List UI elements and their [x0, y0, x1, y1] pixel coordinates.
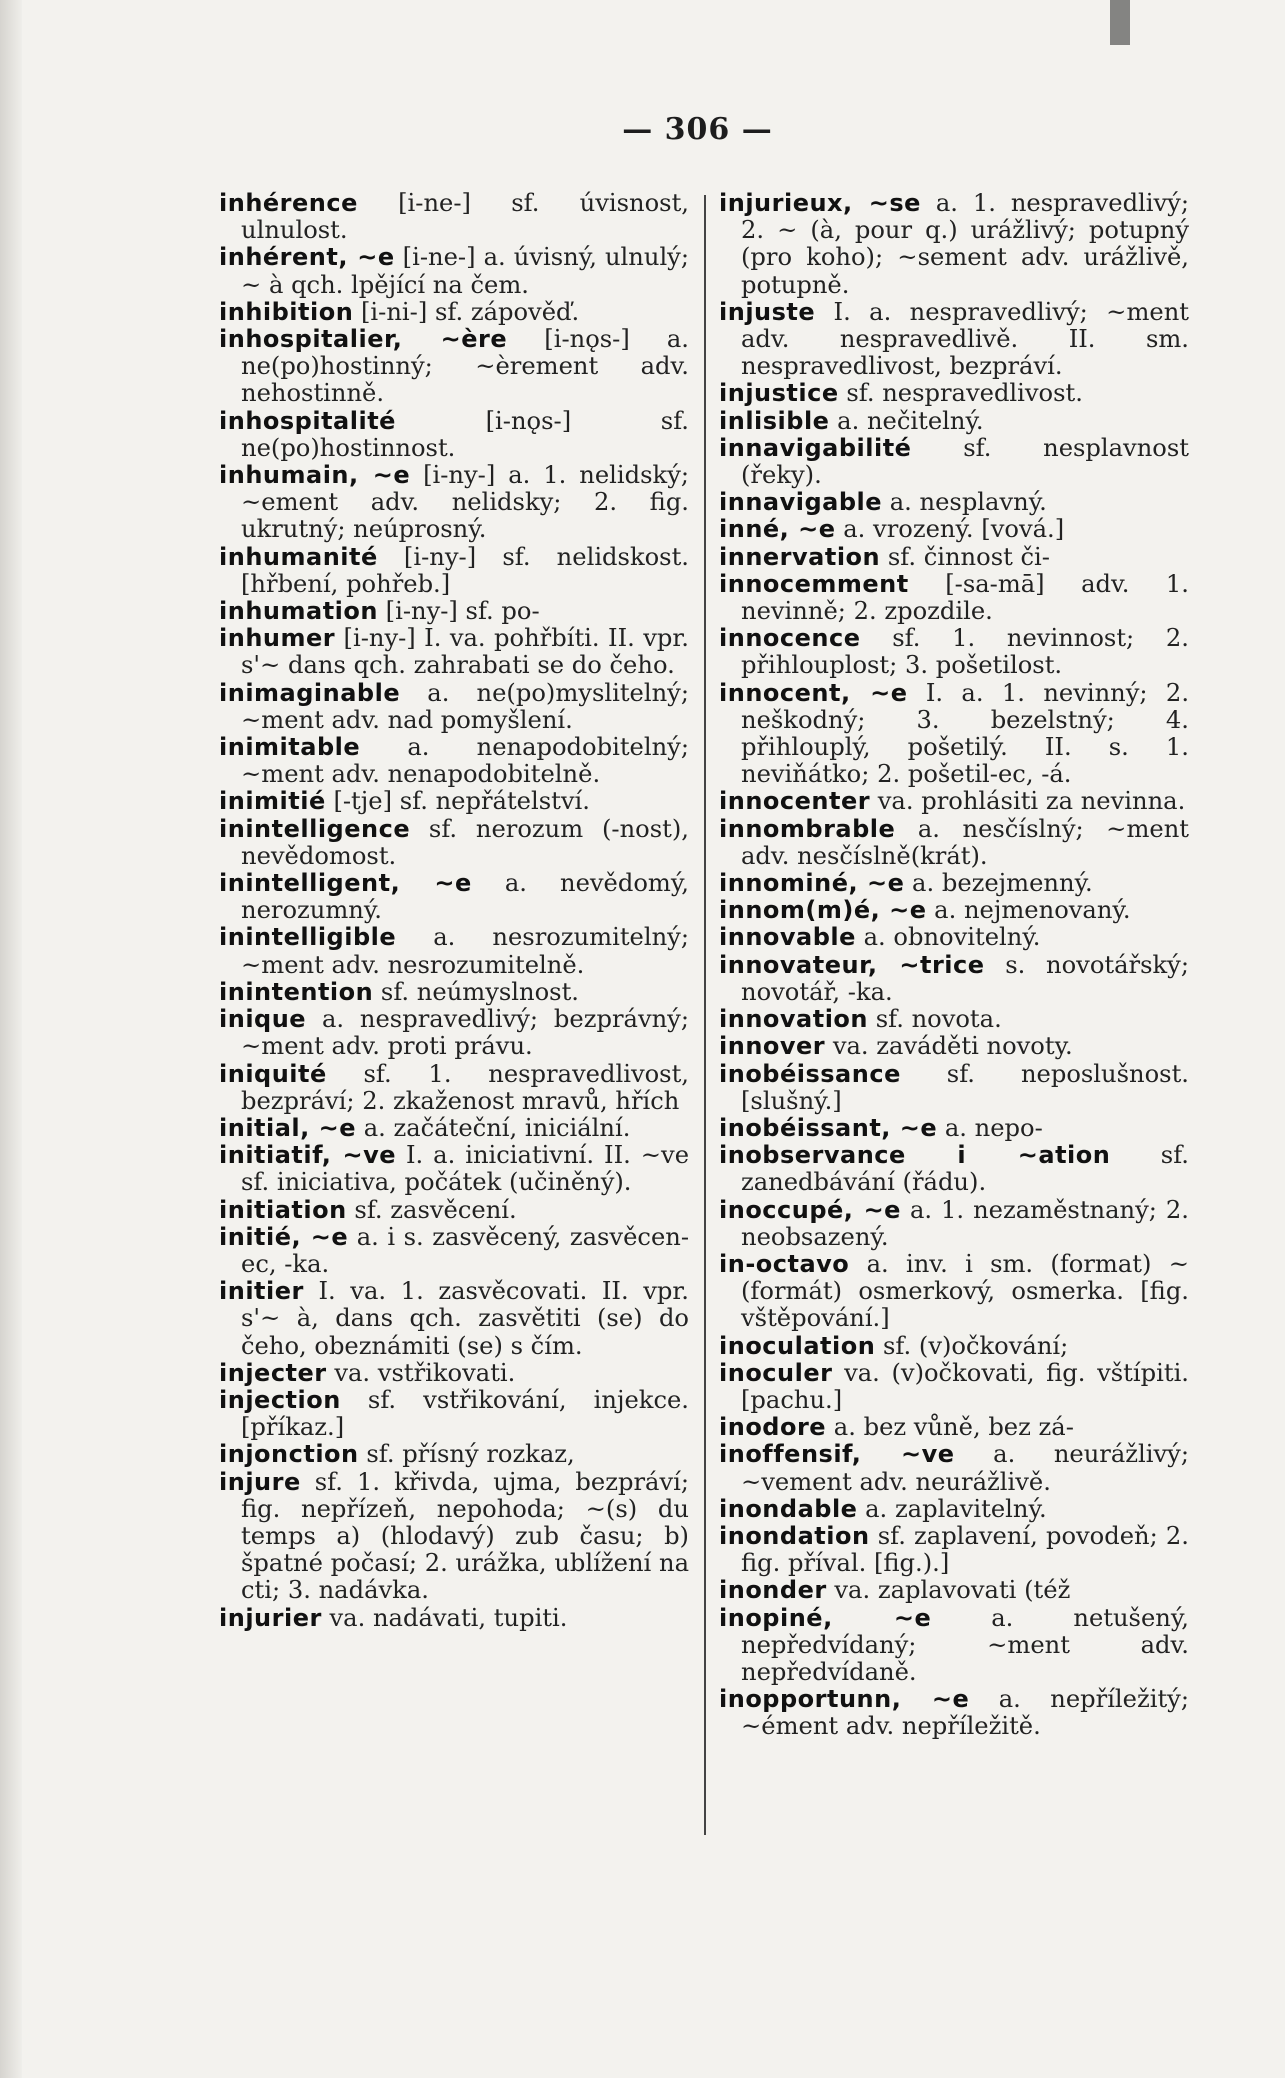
- column-divider: [704, 195, 706, 1835]
- entry-headword: inobéissance: [719, 1059, 901, 1088]
- dictionary-entry: [719, 952, 1189, 1006]
- entry-headword: injonction: [219, 1440, 359, 1469]
- entry-definition: va. zaváděti novoty.: [825, 1032, 1073, 1061]
- entry-headword: initiation: [219, 1195, 347, 1224]
- entry-definition: sf. 1. nevinnost; 2. přihlouplost; 3. pošetilost.: [741, 624, 1189, 680]
- entry-definition: a. nepo-: [937, 1113, 1043, 1142]
- entry-definition: sf. zaplavení, povodeň; 2. fig. příval. [fig.).]: [741, 1521, 1189, 1578]
- entry-headword: innom(m)é, ~e: [719, 896, 927, 925]
- entry-headword: innavigabilité: [719, 433, 912, 462]
- dictionary-entry: [719, 1414, 1189, 1441]
- entry-headword: injure: [219, 1467, 301, 1496]
- dictionary-entry: [719, 924, 1189, 951]
- dictionary-entry: [719, 625, 1189, 679]
- dictionary-entry: [219, 244, 689, 298]
- entry-headword: inopportunn, ~e: [719, 1685, 970, 1714]
- entry-definition: a. bez vůně, bez zá-: [826, 1413, 1074, 1442]
- dictionary-entry: [719, 1441, 1189, 1495]
- dictionary-entry: [719, 816, 1189, 870]
- entry-headword: innocent, ~e: [719, 678, 908, 707]
- dictionary-entry: [219, 408, 689, 462]
- entry-headword: initier: [219, 1277, 304, 1306]
- entry-definition: a. začáteční, iniciální.: [356, 1113, 631, 1142]
- entry-definition: [i-ni-] sf. zápověď.: [353, 297, 580, 326]
- entry-headword: inintelligible: [219, 923, 397, 952]
- entry-definition: a. nespravedlivý; bezprávný; ~ment adv. proti právu.: [241, 1005, 689, 1061]
- entry-definition: I. a. nespravedlivý; ~ment adv. nespravedlivě. II. sm. nespravedlivost, bezpráví.: [741, 297, 1189, 381]
- entry-headword: inintention: [219, 977, 374, 1006]
- entry-headword: innover: [719, 1032, 826, 1061]
- entry-definition: sf. neposlušnost. [slušný.]: [741, 1059, 1189, 1115]
- entry-definition: a. ne(po)myslitelný; ~ment adv. nad pomyšlení.: [241, 678, 689, 734]
- entry-headword: innovable: [719, 923, 856, 952]
- entry-definition: sf. 1. nespravedlivost, bezpráví; 2. zkaženost mravů, hřích: [241, 1059, 689, 1115]
- entry-definition: a. neurážlivý; ~vement adv. neurážlivě.: [741, 1440, 1189, 1496]
- dictionary-entry: [719, 380, 1189, 407]
- entry-definition: sf. vstřikování, injekce. [příkaz.]: [241, 1385, 689, 1442]
- dictionary-entry: [219, 1605, 689, 1632]
- entry-headword: innervation: [719, 542, 881, 571]
- dictionary-entry: [219, 1061, 689, 1115]
- dictionary-entry: [219, 1006, 689, 1060]
- dictionary-entry: [719, 1197, 1189, 1251]
- entry-definition: a. nenapodobitelný; ~ment adv. nenapodobitelně.: [241, 733, 689, 789]
- entry-headword: innocenter: [719, 787, 871, 816]
- dictionary-entry: [719, 299, 1189, 381]
- entry-definition: va. nadávati, tupiti.: [321, 1603, 568, 1632]
- dictionary-entry: [219, 870, 689, 924]
- dictionary-entry: [219, 816, 689, 870]
- entry-headword: innocemment: [719, 569, 909, 598]
- dictionary-entry: [719, 1033, 1189, 1060]
- entry-headword: injecter: [219, 1358, 327, 1387]
- entry-headword: innavigable: [719, 488, 883, 517]
- dictionary-entry: [219, 1441, 689, 1468]
- entry-definition: a. inv. i sm. (format) ~ (formát) osmerkový, osmerka. [fig. vštěpování.]: [741, 1249, 1189, 1333]
- left-column: [219, 190, 689, 1632]
- entry-definition: I. a. 1. nevinný; 2. neškodný; 3. bezelstný; 4. přihlouplý, pošetilý. II. s. 1. neviňátko; 2. pošetil-ec, -á.: [741, 678, 1190, 789]
- dictionary-entry: [719, 435, 1189, 489]
- entry-headword: injection: [219, 1385, 341, 1414]
- dictionary-entry: [219, 788, 689, 815]
- entry-headword: inintelligent, ~e: [219, 869, 472, 898]
- entry-definition: sf. zanedbávání (řádu).: [741, 1141, 1189, 1197]
- entry-definition: a. obnovitelný.: [855, 923, 1041, 952]
- dictionary-entry: [219, 1387, 689, 1441]
- entry-headword: inhumanité: [219, 542, 378, 571]
- entry-headword: initial, ~e: [219, 1113, 357, 1142]
- entry-headword: inimitable: [219, 733, 361, 762]
- entry-definition: va. vstřikovati.: [326, 1358, 516, 1387]
- dictionary-entry: [219, 924, 689, 978]
- entry-definition: a. nejmenovaný.: [926, 896, 1131, 925]
- dictionary-entry: [219, 1278, 689, 1360]
- dictionary-entry: [719, 544, 1189, 571]
- dictionary-entry: [719, 571, 1189, 625]
- entry-definition: a. 1. nezaměstnaný; 2. neobsazený.: [741, 1195, 1189, 1251]
- entry-headword: inoccupé, ~e: [719, 1195, 901, 1224]
- entry-headword: inhumation: [219, 597, 378, 626]
- entry-headword: inoffensif, ~ve: [719, 1440, 955, 1469]
- entry-definition: sf. novota.: [868, 1005, 1002, 1034]
- entry-definition: [i-ny-] a. 1. nelidský; ~ement adv. nelidsky; 2. fig. ukrutný; neúprosný.: [241, 461, 690, 544]
- dictionary-entry: [719, 489, 1189, 516]
- entry-definition: a. netušený, nepředvídaný; ~ment adv. nepředvídaně.: [741, 1603, 1189, 1686]
- dictionary-entry: [719, 1115, 1189, 1142]
- dictionary-entry: [719, 1142, 1189, 1196]
- entry-headword: injuste: [719, 297, 816, 326]
- entry-definition: [i-ne-] a. úvisný, ulnulý; ~ à qch. lpějící na čem.: [241, 243, 689, 299]
- entry-headword: inondable: [719, 1494, 858, 1523]
- dictionary-entry: [719, 1577, 1189, 1604]
- entry-definition: sf. činnost či-: [880, 542, 1050, 571]
- dictionary-entry: [219, 544, 689, 598]
- page-number: — 306 —: [622, 112, 773, 147]
- entry-headword: innocence: [719, 624, 861, 653]
- entry-headword: innovation: [719, 1005, 868, 1034]
- entry-definition: sf. přísný rozkaz,: [358, 1440, 575, 1469]
- entry-headword: inhumer: [219, 624, 336, 653]
- entry-definition: sf. neúmyslnost.: [373, 977, 579, 1006]
- entry-headword: inhibition: [219, 297, 354, 326]
- entry-definition: a. i s. zasvěcený, zasvěcen-ec, -ka.: [241, 1222, 690, 1278]
- entry-definition: a. 1. nespravedlivý; 2. ~ (à, pour q.) urážlivý; potupný (pro koho); ~sement adv. urážlivě, potupně.: [741, 189, 1189, 299]
- entry-definition: [-tje] sf. nepřátelství.: [325, 787, 590, 816]
- entry-headword: inhérence: [219, 189, 358, 217]
- entry-headword: in-octavo: [719, 1249, 850, 1278]
- entry-headword: inobéissant, ~e: [719, 1113, 938, 1142]
- entry-headword: inhérent, ~e: [219, 243, 395, 272]
- dictionary-entry: [219, 680, 689, 734]
- dictionary-entry: [219, 1115, 689, 1142]
- dictionary-entry: [719, 1496, 1189, 1523]
- entry-headword: inimaginable: [219, 678, 401, 707]
- dictionary-entry: [719, 897, 1189, 924]
- entry-headword: inhospitalier, ~ère: [219, 325, 508, 354]
- dictionary-entry: [719, 1686, 1189, 1740]
- entry-definition: va. prohlásiti za nevinna.: [870, 787, 1186, 816]
- dictionary-entry: [219, 598, 689, 625]
- entry-headword: inonder: [719, 1576, 827, 1605]
- scan-artifact: [1110, 0, 1130, 45]
- dictionary-entry: [219, 1469, 689, 1605]
- dictionary-entry: [719, 1360, 1189, 1414]
- page-edge-shadow: [0, 0, 22, 2078]
- entry-headword: inobservance i ~ation: [719, 1141, 1111, 1170]
- dictionary-entry: [719, 680, 1189, 789]
- entry-headword: inhospitalité: [219, 406, 396, 435]
- entry-headword: injurieux, ~se: [719, 189, 921, 217]
- entry-definition: [i-ny-] sf. po-: [377, 597, 540, 626]
- dictionary-entry: [719, 1605, 1189, 1687]
- dictionary-entry: [219, 1224, 689, 1278]
- entry-headword: initiatif, ~ve: [219, 1141, 397, 1170]
- entry-definition: a. nevědomý, nerozumný.: [241, 869, 689, 925]
- entry-definition: sf. zasvěcení.: [346, 1195, 517, 1224]
- entry-headword: innovateur, ~trice: [719, 950, 985, 979]
- entry-definition: I. va. 1. zasvěcovati. II. vpr. s'~ à, dans qch. zasvětiti (se) do čeho, obeznámiti (se) s čím.: [241, 1277, 689, 1360]
- entry-definition: va. (v)očkovati, fig. vštípiti. [pachu.]: [741, 1358, 1189, 1414]
- entry-headword: inodore: [719, 1413, 827, 1442]
- entry-definition: a. nečitelný.: [829, 406, 984, 435]
- dictionary-entry: [719, 870, 1189, 897]
- dictionary-entry: [719, 408, 1189, 435]
- entry-headword: innominé, ~e: [719, 869, 905, 898]
- dictionary-entry: [219, 462, 689, 544]
- entry-headword: inimitié: [219, 787, 326, 816]
- dictionary-entry: [219, 299, 689, 326]
- entry-headword: innombrable: [719, 814, 896, 843]
- entry-headword: inné, ~e: [719, 515, 836, 544]
- entry-headword: inique: [219, 1005, 307, 1034]
- dictionary-entry: [719, 1061, 1189, 1115]
- entry-headword: initié, ~e: [219, 1222, 349, 1251]
- entry-headword: iniquité: [219, 1059, 327, 1088]
- dictionary-entry: [719, 1006, 1189, 1033]
- dictionary-entry: [719, 1523, 1189, 1577]
- entry-definition: va. zaplavovati (též: [826, 1576, 1071, 1605]
- entry-definition: a. nesčíslný; ~ment adv. nesčíslně(krát).: [741, 814, 1189, 870]
- dictionary-entry: [719, 788, 1189, 815]
- dictionary-entry: [719, 190, 1189, 299]
- entry-definition: sf. nesplavnost (řeky).: [741, 433, 1189, 490]
- dictionary-entry: [219, 625, 689, 679]
- entry-definition: sf. nespravedlivost.: [838, 379, 1083, 408]
- entry-definition: a. zaplavitelný.: [857, 1494, 1047, 1523]
- entry-headword: inoculation: [719, 1331, 876, 1360]
- entry-definition: [i-ny-] sf. nelidskost. [hřbení, pohřeb.]: [241, 542, 689, 598]
- right-column: [719, 190, 1189, 1741]
- entry-definition: a. bezejmenný.: [904, 869, 1093, 898]
- entry-headword: inhumain, ~e: [219, 461, 411, 490]
- entry-definition: [i-ne-] sf. úvisnost, ulnulost.: [241, 189, 689, 245]
- entry-definition: a. nesrozumitelný; ~ment adv. nesrozumitelně.: [241, 923, 689, 979]
- dictionary-entry: [219, 979, 689, 1006]
- entry-definition: a. vrozený. [vová.]: [835, 515, 1065, 544]
- entry-headword: inopiné, ~e: [719, 1603, 932, 1632]
- dictionary-entry: [719, 1333, 1189, 1360]
- entry-headword: inintelligence: [219, 814, 411, 843]
- entry-definition: [i-nǫs-] a. ne(po)hostinný; ~èrement adv. nehostinně.: [241, 325, 689, 408]
- entry-headword: injustice: [719, 379, 839, 408]
- dictionary-entry: [219, 326, 689, 408]
- entry-headword: inondation: [719, 1521, 870, 1550]
- entry-definition: [i-ny-] I. va. pohřbíti. II. vpr. s'~ dans qch. zahrabati se do čeho.: [241, 624, 689, 680]
- entry-headword: inlisible: [719, 406, 830, 435]
- dictionary-entry: [719, 516, 1189, 543]
- entry-definition: sf. (v)očkování;: [875, 1331, 1069, 1360]
- entry-definition: [-sa-mā] adv. 1. nevinně; 2. zpozdile.: [741, 569, 1189, 626]
- entry-definition: sf. 1. křivda, ujma, bezpráví; fig. nepřízeň, nepohoda; ~(s) du temps a) (hlodavý) zub času; b) špatné počasí; 2. urážka, ublížení na cti; 3. nadávka.: [241, 1467, 689, 1605]
- entry-definition: a. nesplavný.: [882, 488, 1047, 517]
- entry-headword: inoculer: [719, 1358, 833, 1387]
- dictionary-entry: [219, 734, 689, 788]
- dictionary-entry: [219, 1360, 689, 1387]
- dictionary-entry: [719, 1251, 1189, 1333]
- dictionary-entry: [219, 1142, 689, 1196]
- entry-definition: sf. nerozum (-nost), nevědomost.: [241, 814, 689, 870]
- entry-definition: I. a. iniciativní. II. ~ve sf. iniciativa, počátek (učiněný).: [241, 1141, 690, 1197]
- dictionary-entry: [219, 1197, 689, 1224]
- entry-definition: a. nepříležitý; ~ément adv. nepříležitě.: [741, 1685, 1189, 1741]
- dictionary-entry: [219, 190, 689, 244]
- entry-headword: injurier: [219, 1603, 322, 1632]
- entry-definition: s. novotářský; novotář, -ka.: [741, 950, 1189, 1006]
- entry-definition: [i-nǫs-] sf. ne(po)hostinnost.: [241, 406, 689, 462]
